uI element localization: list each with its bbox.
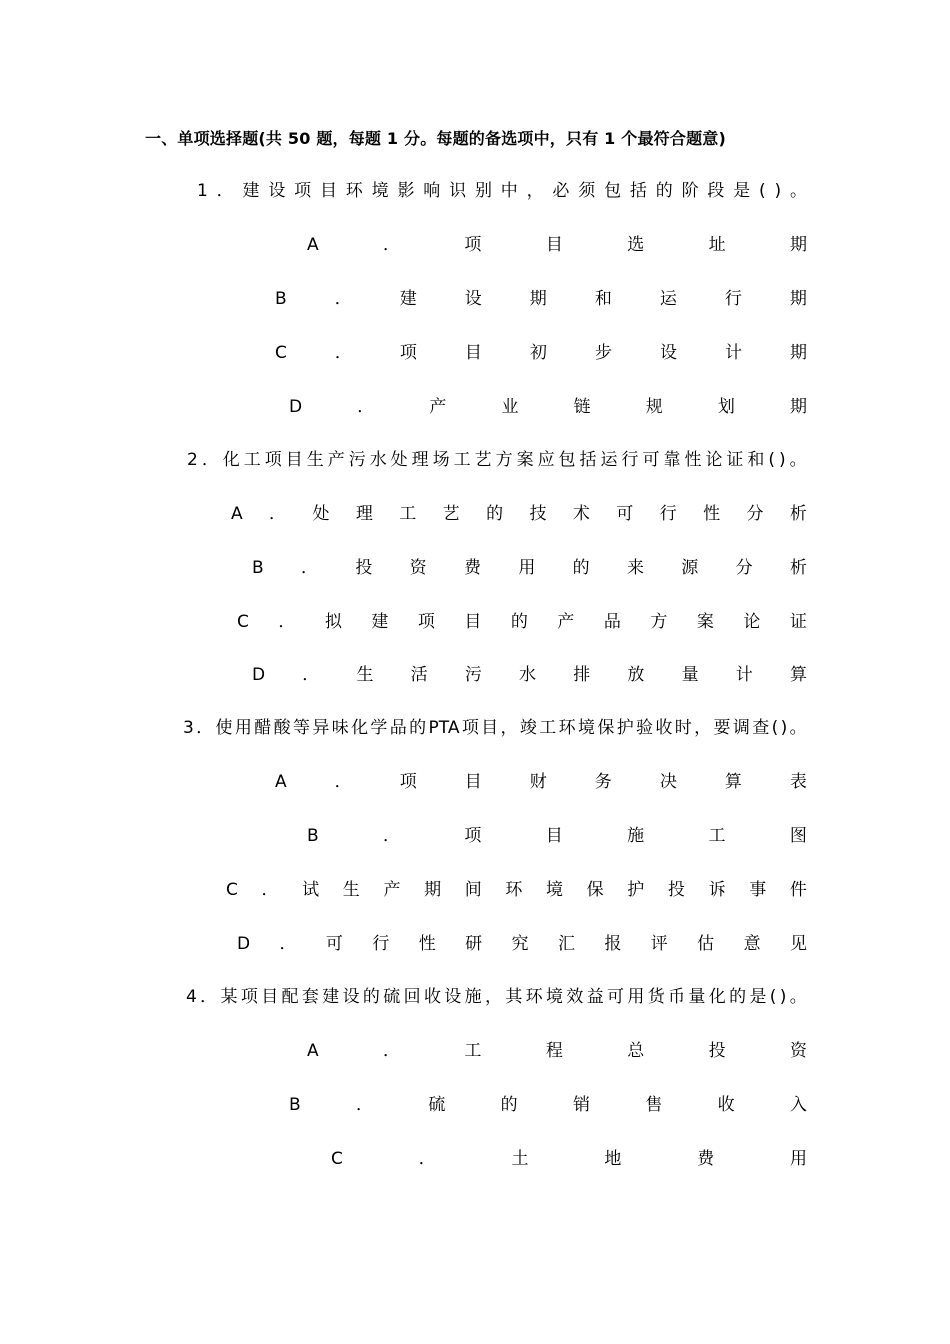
glyph: 验 <box>636 718 654 738</box>
glyph: 酸 <box>273 718 291 738</box>
glyph: 行 <box>372 934 390 954</box>
glyph: 用 <box>234 718 252 738</box>
glyph: ) <box>779 450 786 470</box>
glyph: 汇 <box>557 934 575 954</box>
glyph: 等 <box>292 718 310 738</box>
glyph: 靠 <box>663 450 681 470</box>
glyph: ， <box>500 718 518 738</box>
glyph: 目 <box>285 450 303 470</box>
glyph: 目 <box>481 718 499 738</box>
glyph: 性 <box>684 450 702 470</box>
glyph: 可 <box>616 504 634 524</box>
glyph: 设 <box>464 289 482 309</box>
glyph: ． <box>200 987 218 1007</box>
glyph: ． <box>334 772 352 792</box>
glyph: 工 <box>464 1041 482 1061</box>
glyph: 套 <box>301 987 319 1007</box>
glyph: 可 <box>607 987 625 1007</box>
glyph: 理 <box>355 504 373 524</box>
glyph: 的 <box>409 718 427 738</box>
glyph: 运 <box>659 289 677 309</box>
glyph: 响 <box>423 181 441 201</box>
glyph: 。 <box>789 450 807 470</box>
glyph: 试 <box>302 880 320 900</box>
glyph: B <box>252 558 264 578</box>
glyph: 设 <box>444 987 462 1007</box>
glyph: 评 <box>650 934 668 954</box>
glyph: 硫 <box>428 1095 446 1115</box>
question-2-option-a <box>231 502 807 526</box>
glyph: 护 <box>627 880 645 900</box>
glyph: 放 <box>627 665 645 685</box>
glyph: ． <box>278 612 296 632</box>
glyph: 项 <box>399 772 417 792</box>
glyph: 业 <box>501 397 519 417</box>
glyph: 中 <box>500 181 518 201</box>
glyph: 工 <box>399 504 417 524</box>
glyph: D <box>252 665 266 685</box>
glyph: 论 <box>743 612 761 632</box>
glyph: 性 <box>418 934 436 954</box>
glyph: 包 <box>558 450 576 470</box>
glyph: 性 <box>703 504 721 524</box>
glyph: 案 <box>696 612 714 632</box>
glyph: 步 <box>594 343 612 363</box>
glyph: 务 <box>594 772 612 792</box>
glyph: 行 <box>621 450 639 470</box>
glyph: 目 <box>319 181 337 201</box>
glyph: 境 <box>371 181 389 201</box>
glyph: 环 <box>505 880 523 900</box>
glyph: ． <box>357 397 375 417</box>
glyph: 设 <box>659 343 677 363</box>
glyph: C <box>237 612 249 632</box>
glyph: 初 <box>529 343 547 363</box>
glyph: 期 <box>789 235 807 255</box>
glyph: 是 <box>733 181 751 201</box>
glyph: 目 <box>464 772 482 792</box>
question-2-option-b <box>252 556 807 580</box>
glyph: 施 <box>464 987 482 1007</box>
glyph: 括 <box>579 450 597 470</box>
glyph: 土 <box>511 1149 529 1169</box>
glyph: ， <box>526 181 544 201</box>
glyph: 水 <box>519 665 537 685</box>
glyph: 2 <box>187 450 198 470</box>
glyph: 包 <box>604 181 622 201</box>
glyph: D <box>237 934 251 954</box>
glyph: 效 <box>566 987 584 1007</box>
glyph: 可 <box>325 934 343 954</box>
section-title: 一、单项选择题(共 50 题，每题 1 分。每题的备选项中，只有 1 个最符合题意) <box>145 129 726 148</box>
glyph: 算 <box>724 772 742 792</box>
question-1-option-c <box>275 341 807 365</box>
glyph: 售 <box>645 1095 663 1115</box>
glyph: 4 <box>186 987 197 1007</box>
glyph: 决 <box>659 772 677 792</box>
glyph: ． <box>269 504 287 524</box>
glyph: 境 <box>546 880 563 900</box>
glyph: 保 <box>597 718 615 738</box>
question-4-option-c <box>331 1147 807 1171</box>
glyph: A <box>307 235 319 255</box>
glyph: 设 <box>268 181 286 201</box>
glyph: 入 <box>789 1095 807 1115</box>
glyph: 收 <box>423 987 441 1007</box>
glyph: 艺 <box>474 450 492 470</box>
glyph: ． <box>302 665 320 685</box>
glyph: 括 <box>629 181 647 201</box>
glyph: 算 <box>789 665 807 685</box>
glyph: 环 <box>558 718 576 738</box>
glyph: 址 <box>708 235 726 255</box>
glyph: 费 <box>463 558 481 578</box>
glyph: ． <box>196 718 214 738</box>
glyph: 间 <box>464 880 482 900</box>
glyph: 味 <box>331 718 349 738</box>
glyph: 水 <box>369 450 387 470</box>
glyph: A <box>275 772 287 792</box>
glyph: ( <box>759 181 766 201</box>
glyph: 诉 <box>708 880 726 900</box>
glyph: 期 <box>424 880 442 900</box>
glyph: 要 <box>713 718 731 738</box>
glyph: 目 <box>261 987 279 1007</box>
glyph: PTA <box>428 718 460 738</box>
glyph: 运 <box>600 450 618 470</box>
glyph: 某 <box>220 987 238 1007</box>
glyph: 证 <box>789 612 807 632</box>
glyph: C <box>226 880 238 900</box>
glyph: 环 <box>525 987 543 1007</box>
glyph: 件 <box>789 880 807 900</box>
glyph: 期 <box>789 397 807 417</box>
glyph: 可 <box>642 450 660 470</box>
glyph: ． <box>334 289 352 309</box>
glyph: 项 <box>399 343 417 363</box>
glyph: 用 <box>627 987 645 1007</box>
glyph: B <box>275 289 287 309</box>
glyph: 方 <box>495 450 513 470</box>
glyph: 目 <box>545 235 563 255</box>
glyph: 产 <box>327 450 345 470</box>
glyph: ) <box>779 987 787 1007</box>
question-4-option-b <box>289 1093 807 1117</box>
glyph: 收 <box>655 718 673 738</box>
glyph: 报 <box>604 934 622 954</box>
glyph: 使 <box>215 718 233 738</box>
question-2-option-d <box>252 663 807 687</box>
glyph: 的 <box>729 987 747 1007</box>
glyph: 源 <box>681 558 699 578</box>
glyph: 期 <box>789 289 807 309</box>
question-3-option-c <box>226 878 807 902</box>
glyph: 的 <box>486 504 504 524</box>
glyph: 产 <box>557 612 575 632</box>
glyph: 的 <box>510 612 528 632</box>
question-1-option-d <box>289 395 807 419</box>
glyph: 规 <box>645 397 663 417</box>
question-1-option-a <box>307 233 807 257</box>
glyph: 建 <box>371 612 389 632</box>
question-3-stem <box>183 716 807 740</box>
glyph: 产 <box>383 880 401 900</box>
glyph: 须 <box>578 181 596 201</box>
glyph: 设 <box>342 987 360 1007</box>
glyph: 术 <box>572 504 590 524</box>
glyph: ． <box>216 181 234 201</box>
glyph: 调 <box>732 718 750 738</box>
glyph: 工 <box>539 718 557 738</box>
glyph: 期 <box>790 343 807 363</box>
glyph: 建 <box>399 289 417 309</box>
glyph: 境 <box>577 718 595 738</box>
glyph: 技 <box>529 504 547 524</box>
glyph: 时 <box>674 718 692 738</box>
glyph: B <box>307 826 319 846</box>
glyph: 建 <box>322 987 340 1007</box>
glyph: 。 <box>789 181 807 201</box>
glyph: 拟 <box>324 612 342 632</box>
glyph: ． <box>383 235 401 255</box>
glyph: ． <box>301 558 318 578</box>
glyph: 和 <box>594 289 612 309</box>
glyph: 用 <box>789 1149 807 1169</box>
glyph: 项 <box>461 718 479 738</box>
glyph: ( <box>768 450 776 470</box>
glyph: 活 <box>410 665 428 685</box>
glyph: 程 <box>545 1041 563 1061</box>
glyph: 论 <box>705 450 723 470</box>
glyph: A <box>231 504 243 524</box>
glyph: 项 <box>464 235 482 255</box>
glyph: 投 <box>708 1041 726 1061</box>
glyph: 项 <box>240 987 258 1007</box>
glyph: 化 <box>222 450 240 470</box>
glyph: 图 <box>789 826 807 846</box>
glyph: 计 <box>724 343 742 363</box>
glyph: ． <box>383 1041 401 1061</box>
glyph: 生 <box>306 450 324 470</box>
glyph: 场 <box>432 450 450 470</box>
glyph: 环 <box>345 181 363 201</box>
glyph: 来 <box>626 558 644 578</box>
glyph: ( <box>769 987 777 1007</box>
question-2-stem <box>187 448 807 472</box>
glyph: 其 <box>505 987 523 1007</box>
glyph: 货 <box>647 987 665 1007</box>
question-3-option-b <box>307 824 807 848</box>
glyph: C <box>331 1149 343 1169</box>
glyph: 项 <box>417 612 435 632</box>
glyph: 回 <box>403 987 421 1007</box>
glyph: 证 <box>726 450 744 470</box>
glyph: 期 <box>529 289 547 309</box>
glyph: ． <box>418 1149 436 1169</box>
glyph: 资 <box>789 1041 807 1061</box>
question-1-option-b <box>275 287 807 311</box>
glyph: ． <box>201 450 219 470</box>
glyph: 行 <box>724 289 742 309</box>
glyph: 项 <box>264 450 282 470</box>
glyph: 识 <box>449 181 467 201</box>
glyph: ， <box>694 718 712 738</box>
question-3-option-a <box>275 770 807 794</box>
glyph: 生 <box>356 665 374 685</box>
glyph: 排 <box>573 665 591 685</box>
glyph: 应 <box>537 450 555 470</box>
glyph: 施 <box>627 826 645 846</box>
glyph: ， <box>484 987 502 1007</box>
glyph: 硫 <box>383 987 401 1007</box>
glyph: 的 <box>572 558 590 578</box>
glyph: 3 <box>183 718 194 738</box>
glyph: 分 <box>746 504 764 524</box>
glyph: 学 <box>370 718 388 738</box>
question-2-option-c <box>237 610 807 634</box>
glyph: 析 <box>789 504 807 524</box>
glyph: 方 <box>650 612 668 632</box>
glyph: 计 <box>735 665 753 685</box>
glyph: 析 <box>789 558 807 578</box>
glyph: 意 <box>743 934 761 954</box>
glyph: 分 <box>735 558 753 578</box>
glyph: 处 <box>312 504 330 524</box>
glyph: 污 <box>464 665 482 685</box>
glyph: 目 <box>545 826 563 846</box>
glyph: 化 <box>708 987 726 1007</box>
glyph: 量 <box>681 665 699 685</box>
glyph: ． <box>383 826 401 846</box>
glyph: 查 <box>752 718 770 738</box>
glyph: 投 <box>667 880 685 900</box>
glyph: 阶 <box>681 181 699 201</box>
glyph: 别 <box>474 181 492 201</box>
glyph: 选 <box>627 235 645 255</box>
glyph: 链 <box>573 397 591 417</box>
glyph: 影 <box>397 181 415 201</box>
glyph: 益 <box>586 987 604 1007</box>
glyph: 段 <box>707 181 725 201</box>
glyph: 竣 <box>519 718 537 738</box>
glyph: 境 <box>546 987 564 1007</box>
question-4-option-a <box>307 1039 807 1063</box>
glyph: ． <box>261 880 279 900</box>
glyph: 收 <box>717 1095 735 1115</box>
glyph: 投 <box>355 558 373 578</box>
glyph: ) <box>774 181 782 201</box>
glyph: 究 <box>511 934 529 954</box>
glyph: 处 <box>390 450 408 470</box>
glyph: 总 <box>627 1041 645 1061</box>
question-1-stem <box>197 179 807 203</box>
glyph: 理 <box>411 450 429 470</box>
glyph: D <box>289 397 303 417</box>
glyph: 和 <box>747 450 765 470</box>
glyph: 目 <box>464 612 482 632</box>
glyph: 目 <box>464 343 482 363</box>
glyph: 量 <box>688 987 706 1007</box>
glyph: 护 <box>616 718 634 738</box>
glyph: 艺 <box>442 504 460 524</box>
glyph: 必 <box>552 181 570 201</box>
question-4-stem <box>186 985 807 1009</box>
glyph: 工 <box>243 450 261 470</box>
glyph: 币 <box>668 987 686 1007</box>
glyph: 费 <box>697 1149 715 1169</box>
glyph: 见 <box>789 934 807 954</box>
glyph: 研 <box>465 934 483 954</box>
glyph: 配 <box>281 987 299 1007</box>
glyph: ． <box>334 343 352 363</box>
glyph: 。 <box>789 987 807 1007</box>
glyph: ( <box>771 718 779 738</box>
glyph: 工 <box>453 450 471 470</box>
glyph: 异 <box>312 718 330 738</box>
glyph: 划 <box>717 397 735 417</box>
glyph: 1 <box>197 181 208 201</box>
glyph: 项 <box>464 826 482 846</box>
glyph: 财 <box>529 772 547 792</box>
glyph: ) <box>780 718 788 738</box>
glyph: B <box>289 1095 301 1115</box>
glyph: 项 <box>294 181 312 201</box>
glyph: 用 <box>518 558 536 578</box>
glyph: 产 <box>429 397 447 417</box>
glyph: 事 <box>749 880 767 900</box>
glyph: 化 <box>351 718 369 738</box>
glyph: A <box>307 1041 319 1061</box>
glyph: ． <box>356 1095 373 1115</box>
glyph: 生 <box>342 880 360 900</box>
glyph: 工 <box>708 826 726 846</box>
glyph: 行 <box>659 504 677 524</box>
glyph: C <box>275 343 287 363</box>
glyph: 的 <box>362 987 380 1007</box>
glyph: 的 <box>655 181 673 201</box>
glyph: ． <box>279 934 297 954</box>
glyph: 保 <box>586 880 604 900</box>
glyph: 的 <box>500 1095 518 1115</box>
glyph: 是 <box>749 987 767 1007</box>
glyph: 估 <box>697 934 715 954</box>
glyph: 品 <box>603 612 621 632</box>
glyph: 表 <box>789 772 807 792</box>
glyph: 醋 <box>254 718 272 738</box>
glyph: 销 <box>572 1095 590 1115</box>
glyph: 品 <box>389 718 407 738</box>
question-3-option-d <box>237 932 807 956</box>
glyph: 污 <box>348 450 366 470</box>
glyph: 建 <box>242 181 260 201</box>
glyph: 。 <box>789 718 807 738</box>
glyph: 案 <box>516 450 534 470</box>
glyph: 资 <box>409 558 427 578</box>
glyph: 地 <box>604 1149 622 1169</box>
